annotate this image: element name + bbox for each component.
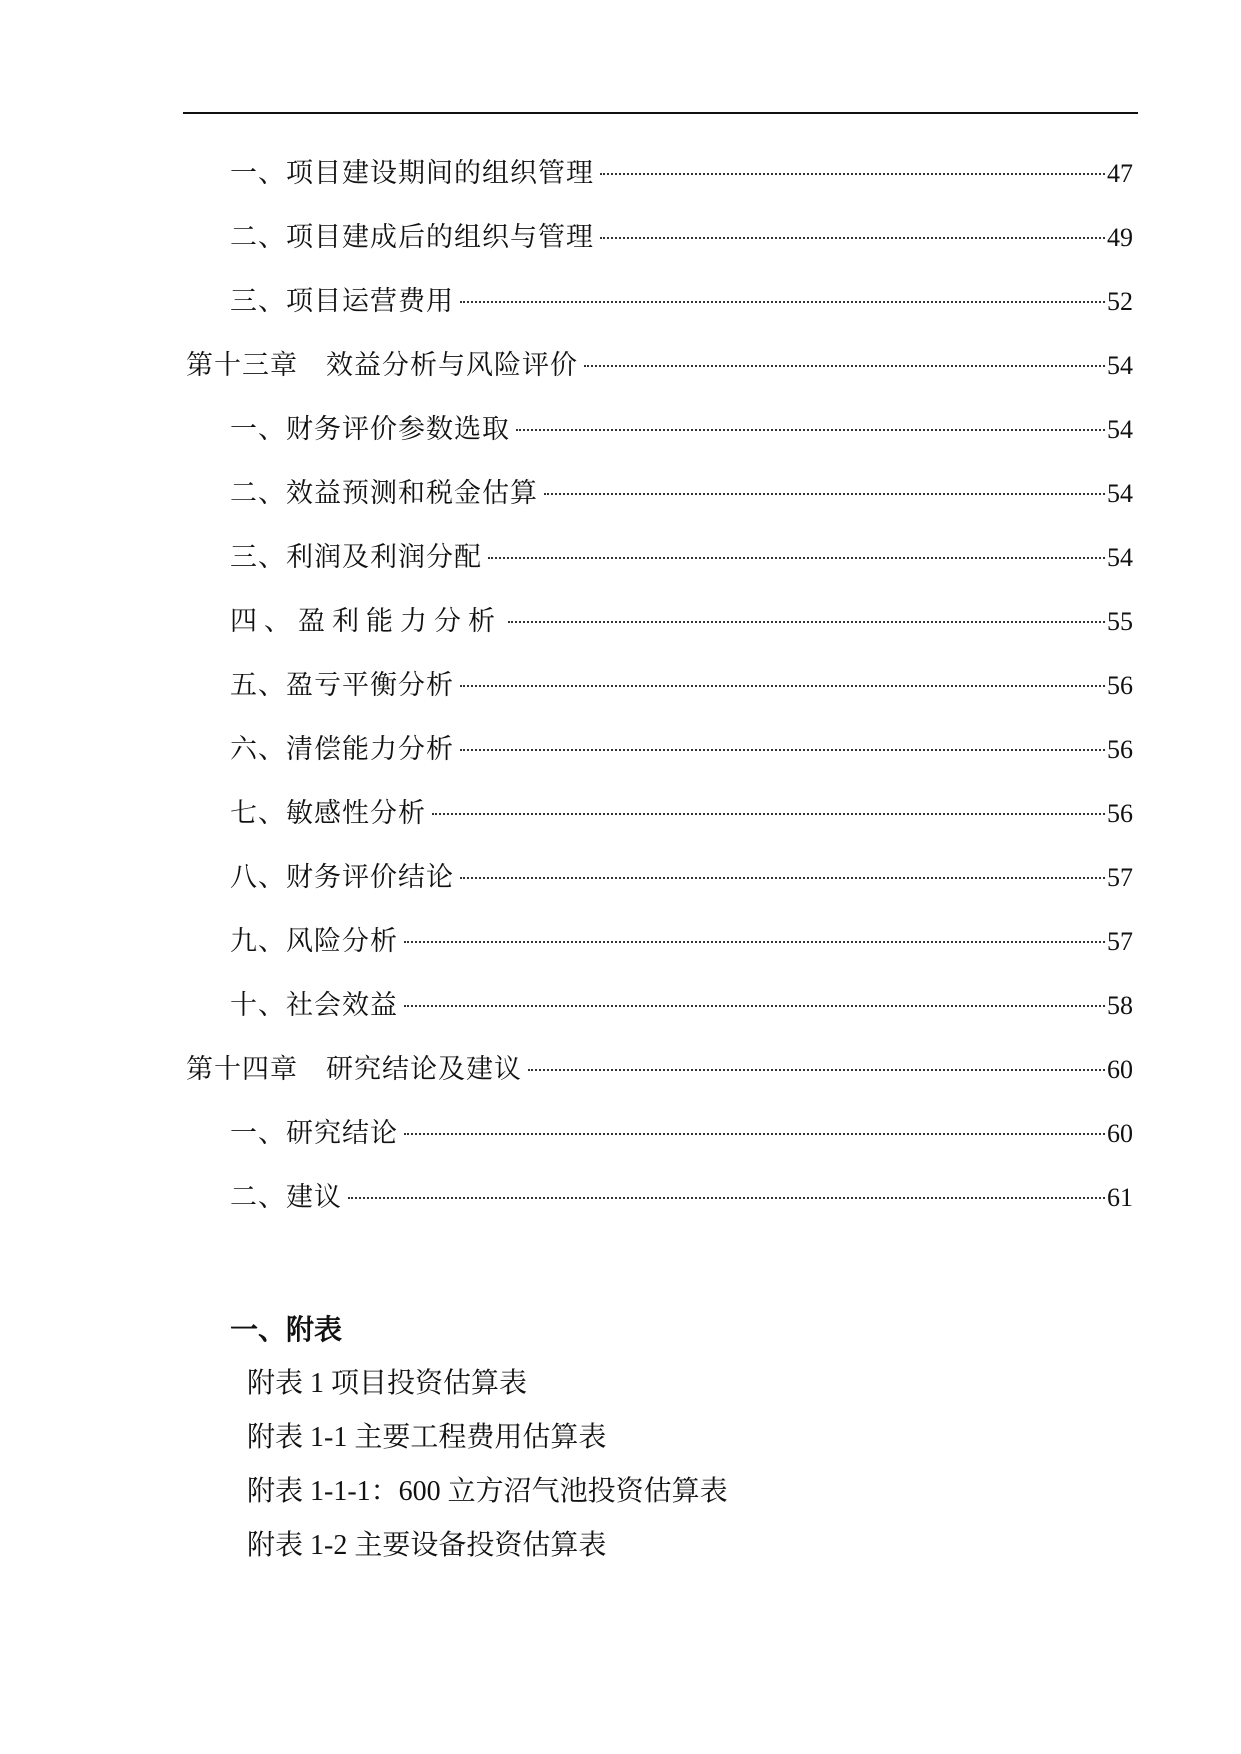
toc-entry[interactable]	[230, 1114, 1133, 1154]
toc-entry[interactable]	[230, 730, 1133, 770]
toc-dot-leader	[508, 621, 1105, 623]
toc-entry-title: 第十三章 效益分析与风险评价	[186, 350, 578, 381]
toc-dot-leader	[404, 1133, 1105, 1135]
toc-entry-title: 八、财务评价结论	[230, 862, 454, 893]
toc-entry-page: 52	[1107, 287, 1133, 316]
toc-entry-title: 九、风险分析	[230, 926, 398, 957]
toc-entry[interactable]	[230, 986, 1133, 1026]
toc-entry-title: 一、研究结论	[230, 1118, 398, 1149]
toc-entry-title: 一、财务评价参数选取	[230, 414, 510, 445]
toc-entry-title: 四、盈利能力分析	[230, 606, 502, 637]
toc-dot-leader	[460, 301, 1105, 303]
toc-entry[interactable]	[230, 218, 1133, 258]
appendix-item: 附表 1-1 主要工程费用估算表	[247, 1422, 607, 1453]
toc-dot-leader	[544, 493, 1105, 495]
toc-entry-title: 三、利润及利润分配	[230, 542, 482, 573]
toc-entry-title: 第十四章 研究结论及建议	[186, 1054, 522, 1085]
header-rule	[183, 112, 1138, 114]
toc-entry-title: 六、清偿能力分析	[230, 734, 454, 765]
toc-entry[interactable]	[230, 410, 1133, 450]
toc-entry-page: 55	[1107, 607, 1133, 636]
appendix-item: 附表 1-2 主要设备投资估算表	[247, 1530, 607, 1561]
toc-entry[interactable]	[230, 538, 1133, 578]
toc-dot-leader	[404, 941, 1105, 943]
toc-entry-title: 二、项目建成后的组织与管理	[230, 222, 594, 253]
toc-entry-page: 54	[1107, 351, 1133, 380]
toc-dot-leader	[460, 877, 1105, 879]
toc-entry-page: 57	[1107, 927, 1133, 956]
toc-entry-page: 54	[1107, 543, 1133, 572]
toc-entry[interactable]	[230, 666, 1133, 706]
toc-chapter-entry[interactable]	[186, 1050, 1133, 1090]
toc-entry-title: 二、效益预测和税金估算	[230, 478, 538, 509]
toc-entry-title: 七、敏感性分析	[230, 798, 426, 829]
appendix-item: 附表 1 项目投资估算表	[247, 1368, 528, 1399]
toc-entry-page: 54	[1107, 415, 1133, 444]
toc-entry[interactable]	[230, 474, 1133, 514]
toc-dot-leader	[600, 237, 1105, 239]
toc-dot-leader	[348, 1197, 1105, 1199]
toc-entry[interactable]	[230, 282, 1133, 322]
toc-entry-page: 56	[1107, 799, 1133, 828]
toc-entry[interactable]	[230, 922, 1133, 962]
toc-dot-leader	[460, 685, 1105, 687]
toc-dot-leader	[584, 365, 1105, 367]
toc-entry[interactable]	[230, 602, 1133, 642]
toc-entry-title: 三、项目运营费用	[230, 286, 454, 317]
toc-dot-leader	[600, 173, 1105, 175]
appendix-item: 附表 1-1-1：600 立方沼气池投资估算表	[247, 1476, 728, 1507]
toc-entry-page: 58	[1107, 991, 1133, 1020]
toc-entry[interactable]	[230, 1178, 1133, 1218]
toc-dot-leader	[460, 749, 1105, 751]
toc-entry-page: 61	[1107, 1183, 1133, 1212]
toc-entry[interactable]	[230, 794, 1133, 834]
toc-entry-page: 47	[1107, 159, 1133, 188]
toc-dot-leader	[404, 1005, 1105, 1007]
toc-dot-leader	[432, 813, 1105, 815]
appendix-heading: 一、附表	[230, 1313, 343, 1346]
toc-entry-page: 56	[1107, 735, 1133, 764]
toc-entry-title: 十、社会效益	[230, 990, 398, 1021]
toc-entry-page: 54	[1107, 479, 1133, 508]
toc-chapter-entry[interactable]	[186, 346, 1133, 386]
toc-entry-title: 五、盈亏平衡分析	[230, 670, 454, 701]
toc-entry[interactable]	[230, 154, 1133, 194]
toc-entry-page: 57	[1107, 863, 1133, 892]
toc-dot-leader	[516, 429, 1105, 431]
toc-entry-page: 60	[1107, 1119, 1133, 1148]
toc-entry-title: 一、项目建设期间的组织管理	[230, 158, 594, 189]
toc-dot-leader	[528, 1069, 1105, 1071]
toc-entry[interactable]	[230, 858, 1133, 898]
toc-entry-title: 二、建议	[230, 1182, 342, 1213]
toc-entry-page: 60	[1107, 1055, 1133, 1084]
toc-entry-page: 56	[1107, 671, 1133, 700]
toc-dot-leader	[488, 557, 1105, 559]
toc-entry-page: 49	[1107, 223, 1133, 252]
